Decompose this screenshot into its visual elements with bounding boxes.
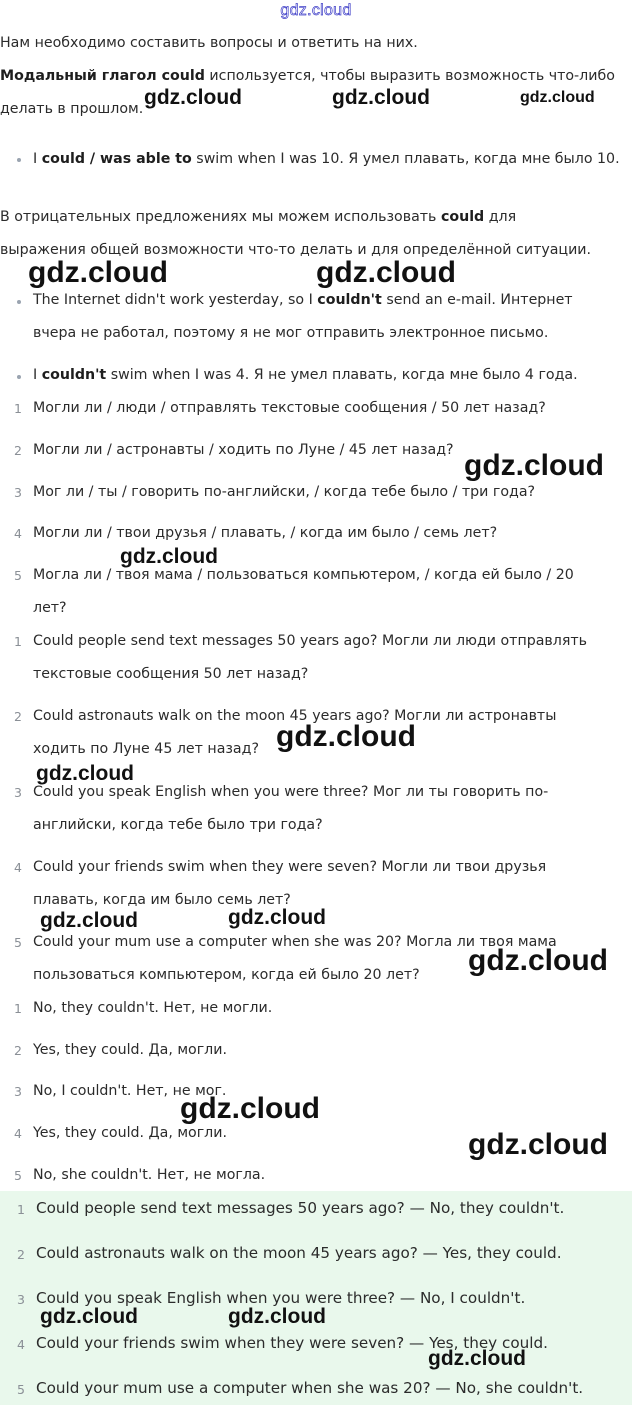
list-number: 3: [17, 1292, 25, 1307]
intro-modal-line-2: делать в прошлом.: [0, 101, 144, 117]
watermark: gdz.cloud: [120, 545, 218, 568]
watermark: gdz.cloud: [332, 86, 430, 109]
question-item-cont: текстовые сообщения 50 лет назад?: [33, 666, 309, 682]
example-could: I could / was able to swim when I was 10. Я умел плавать, когда мне было 10.: [33, 151, 620, 167]
modal-term: Модальный глагол could: [0, 68, 205, 84]
prompt-item: Мог ли / ты / говорить по-английски, / когда тебе было / три года?: [33, 484, 536, 500]
watermark: gdz.cloud: [316, 256, 456, 289]
list-number: 1: [14, 401, 22, 416]
prompt-item: Могли ли / астронавты / ходить по Луне / 45 лет назад?: [33, 442, 454, 458]
list-number: 4: [14, 860, 22, 875]
negative-intro-2: выражения общей возможности что-то делать и для определённой ситуации.: [0, 242, 592, 258]
prompt-item: Могли ли / твои друзья / плавать, / когда им было / семь лет?: [33, 525, 498, 541]
list-number: 3: [14, 785, 22, 800]
watermark: gdz.cloud: [228, 906, 326, 929]
negative-intro: В отрицательных предложениях мы можем использовать could для: [0, 209, 517, 225]
list-number: 3: [14, 485, 22, 500]
answer-item: No, they couldn't. Нет, не могли.: [33, 1000, 273, 1016]
watermark: gdz.cloud: [520, 89, 595, 106]
list-number: 5: [14, 568, 22, 583]
list-number: 2: [14, 1043, 22, 1058]
watermark: gdz.cloud: [40, 909, 138, 932]
watermark: gdz.cloud: [144, 86, 242, 109]
list-number: 2: [14, 443, 22, 458]
list-number: 5: [17, 1382, 25, 1397]
question-item: Could astronauts walk on the moon 45 years ago? Могли ли астронавты: [33, 708, 557, 724]
watermark: gdz.cloud: [428, 1347, 526, 1370]
list-number: 5: [14, 1168, 22, 1183]
watermark: gdz.cloud: [228, 1305, 326, 1328]
list-number: 3: [14, 1084, 22, 1099]
list-number: 1: [14, 1001, 22, 1016]
answer-item: No, she couldn't. Нет, не могла.: [33, 1167, 266, 1183]
neg-example-1-cont: вчера не работал, поэтому я не мог отправить электронное письмо.: [33, 325, 549, 341]
question-item: Could your mum use a computer when she was 20? Могла ли твоя мама: [33, 934, 557, 950]
bullet-dot: [17, 158, 21, 162]
final-answer-item: Could astronauts walk on the moon 45 years ago? — Yes, they could.: [36, 1244, 562, 1262]
answer-item: No, I couldn't. Нет, не мог.: [33, 1083, 227, 1099]
watermark: gdz.cloud: [468, 944, 608, 977]
watermark: gdz.cloud: [36, 762, 134, 785]
watermark: gdz.cloud: [180, 1092, 320, 1125]
neg-example-1: The Internet didn't work yesterday, so I couldn't send an e-mail. Интернет: [33, 292, 573, 308]
list-number: 1: [14, 634, 22, 649]
watermark: gdz.cloud: [276, 720, 416, 753]
question-item: Could you speak English when you were three? Мог ли ты говорить по-: [33, 784, 549, 800]
question-item: Could people send text messages 50 years ago? Могли ли люди отправлять: [33, 633, 588, 649]
watermark: gdz.cloud: [464, 449, 604, 482]
final-answer-item: Could your mum use a computer when she was 20? — No, she couldn't.: [36, 1379, 584, 1397]
neg-example-2: I couldn't swim when I was 4. Я не умел плавать, когда мне было 4 года.: [33, 367, 578, 383]
question-item-cont: пользоваться компьютером, когда ей было 20 лет?: [33, 967, 420, 983]
intro-text: Нам необходимо составить вопросы и ответить на них.: [0, 35, 418, 51]
list-number: 4: [17, 1337, 25, 1352]
question-item: Could your friends swim when they were seven? Могли ли твои друзья: [33, 859, 547, 875]
list-number: 4: [14, 526, 22, 541]
modal-description: используется, чтобы выразить возможность что-либо: [204, 68, 615, 84]
final-answer-item: Could you speak English when you were three? — No, I couldn't.: [36, 1289, 526, 1307]
watermark: gdz.cloud: [40, 1305, 138, 1328]
final-answer-item: Could your friends swim when they were seven? — Yes, they could.: [36, 1334, 548, 1352]
prompt-item: Могла ли / твоя мама / пользоваться компьютером, / когда ей было / 20: [33, 567, 574, 583]
list-number: 1: [17, 1202, 25, 1217]
question-item-cont: английски, когда тебе было три года?: [33, 817, 323, 833]
question-item-cont: плавать, когда им было семь лет?: [33, 892, 291, 908]
header-watermark: gdz.cloud: [280, 2, 352, 19]
answer-item: Yes, they could. Да, могли.: [33, 1042, 227, 1058]
list-number: 5: [14, 935, 22, 950]
bullet-dot: [17, 375, 21, 379]
answer-item: Yes, they could. Да, могли.: [33, 1125, 227, 1141]
list-number: 2: [17, 1247, 25, 1262]
prompt-item: Могли ли / люди / отправлять текстовые сообщения / 50 лет назад?: [33, 400, 546, 416]
final-answer-item: Could people send text messages 50 years ago? — No, they couldn't.: [36, 1199, 565, 1217]
watermark: gdz.cloud: [468, 1128, 608, 1161]
intro-modal-line: [0, 68, 615, 84]
bullet-dot: [17, 300, 21, 304]
list-number: 2: [14, 709, 22, 724]
watermark: gdz.cloud: [28, 256, 168, 289]
prompt-item-cont: лет?: [33, 600, 67, 616]
question-item-cont: ходить по Луне 45 лет назад?: [33, 741, 259, 757]
list-number: 4: [14, 1126, 22, 1141]
